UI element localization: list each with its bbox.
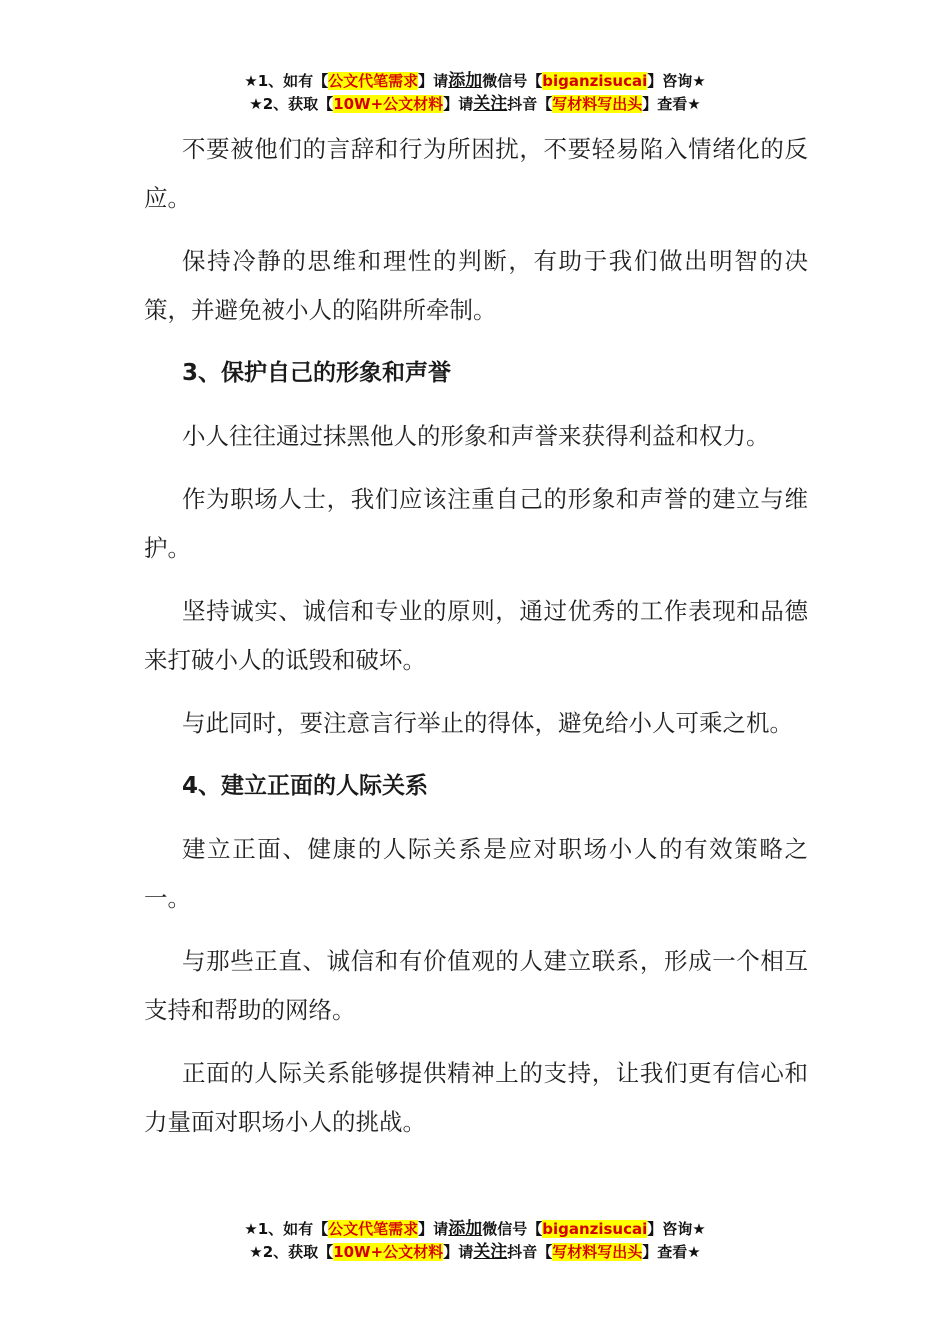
paragraph: 小人往往通过抹黑他人的形象和声誉来获得利益和权力。 — [182, 422, 770, 450]
banner-emphasis: 添加 — [448, 71, 483, 91]
paragraph: 与那些正直、诚信和有价值观的人建立联系，形成一个相互支持和帮助的网络。 — [144, 947, 808, 1024]
banner-text: 】查看★ — [642, 95, 701, 113]
paragraph: 作为职场人士，我们应该注重自己的形象和声誉的建立与维护。 — [144, 485, 808, 562]
banner-line-1 — [0, 1218, 950, 1241]
banner-highlight: biganzisucai — [542, 1220, 648, 1238]
banner-text: ★2、获取【 — [249, 95, 334, 113]
banner-highlight: 写材料写出头 — [552, 1243, 643, 1261]
banner-text: 】请 — [418, 1220, 449, 1238]
banner-text: 】查看★ — [642, 1243, 701, 1261]
paragraph: 坚持诚实、诚信和专业的原则，通过优秀的工作表现和品德来打破小人的诋毁和破坏。 — [144, 597, 808, 674]
banner-emphasis: 关注 — [473, 1242, 508, 1262]
banner-text: 抖音【 — [507, 1243, 553, 1261]
banner-text: ★1、如有【 — [244, 1220, 329, 1238]
paragraph: 不要被他们的言辞和行为所困扰，不要轻易陷入情绪化的反应。 — [144, 135, 808, 212]
banner-line-2 — [0, 93, 950, 116]
banner-emphasis: 关注 — [473, 94, 508, 114]
banner-text: 微信号【 — [482, 72, 543, 90]
section-heading: 3、保护自己的形象和声誉 — [182, 360, 452, 386]
banner-emphasis: 添加 — [448, 1219, 483, 1239]
banner-highlight: 10W+公文材料 — [333, 95, 444, 113]
header-banner — [0, 70, 950, 116]
banner-highlight: 10W+公文材料 — [333, 1243, 444, 1261]
banner-text: 】咨询★ — [647, 1220, 706, 1238]
paragraph: 建立正面、健康的人际关系是应对职场小人的有效策略之一。 — [144, 835, 808, 912]
banner-text: 抖音【 — [507, 95, 553, 113]
banner-text: 微信号【 — [482, 1220, 543, 1238]
banner-text: 】请 — [443, 1243, 474, 1261]
footer-banner — [0, 1218, 950, 1264]
banner-text: 】请 — [443, 95, 474, 113]
banner-highlight: 公文代笔需求 — [328, 1220, 419, 1238]
document-body — [144, 125, 808, 1161]
banner-line-2 — [0, 1241, 950, 1264]
paragraph: 保持冷静的思维和理性的判断，有助于我们做出明智的决策，并避免被小人的陷阱所牵制。 — [144, 247, 808, 324]
banner-text: 】咨询★ — [647, 72, 706, 90]
section-heading: 4、建立正面的人际关系 — [182, 773, 429, 799]
paragraph: 与此同时，要注意言行举止的得体，避免给小人可乘之机。 — [182, 709, 793, 737]
paragraph: 正面的人际关系能够提供精神上的支持，让我们更有信心和力量面对职场小人的挑战。 — [144, 1059, 808, 1136]
banner-text: ★2、获取【 — [249, 1243, 334, 1261]
banner-text: 】请 — [418, 72, 449, 90]
banner-highlight: 写材料写出头 — [552, 95, 643, 113]
banner-highlight: 公文代笔需求 — [328, 72, 419, 90]
banner-highlight: biganzisucai — [542, 72, 648, 90]
banner-line-1 — [0, 70, 950, 93]
banner-text: ★1、如有【 — [244, 72, 329, 90]
